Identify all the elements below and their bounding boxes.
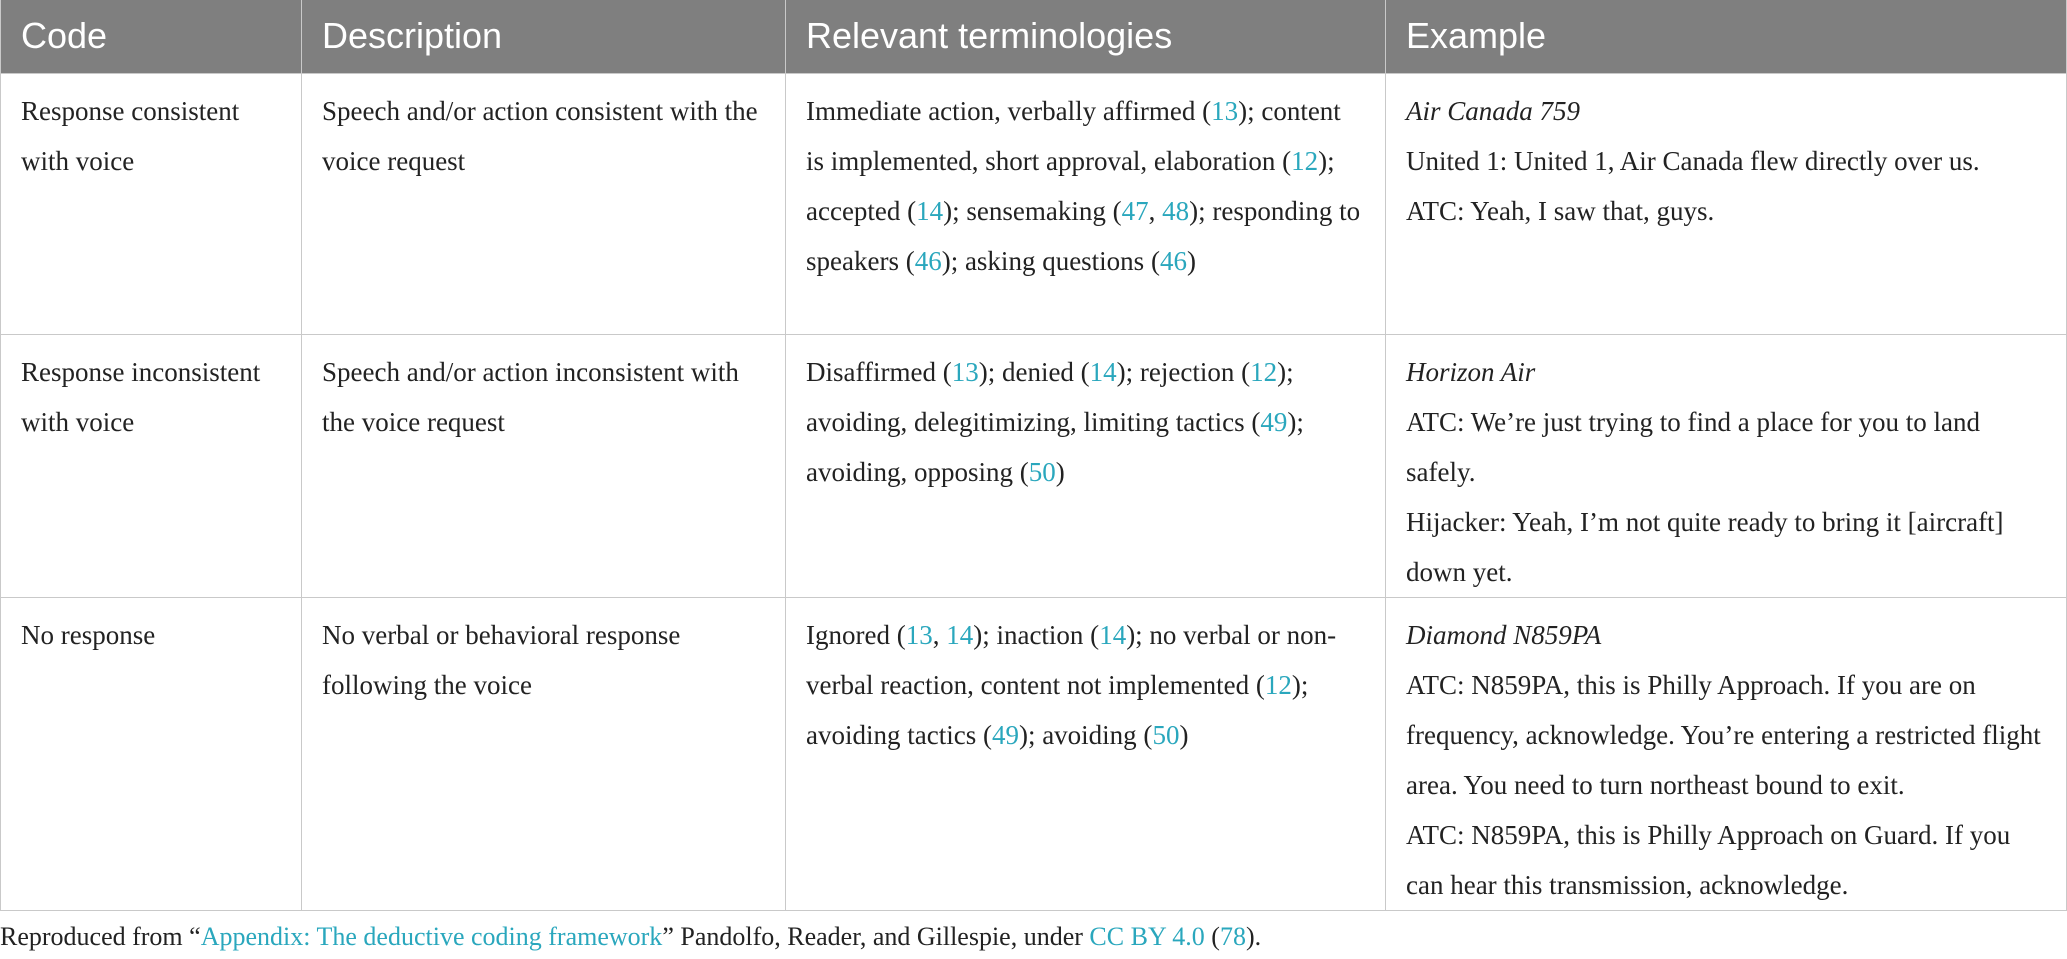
terminology-text: ); avoiding tactics ( bbox=[806, 669, 1309, 750]
citation-link[interactable]: 49 bbox=[1260, 406, 1288, 437]
terminology-text: Immediate action, verbally affirmed ( bbox=[806, 95, 1212, 126]
terminology-text: ) bbox=[1186, 245, 1196, 276]
terminology-text: ) bbox=[1179, 719, 1189, 750]
header-row bbox=[1, 0, 2067, 73]
header-code: Code bbox=[1, 0, 302, 73]
source-link[interactable]: Appendix: The deductive coding framework bbox=[200, 922, 663, 951]
example-line: ATC: We’re just trying to find a place for you to land safely. bbox=[1406, 406, 1980, 487]
table-row bbox=[1, 597, 2067, 910]
footnote-middle: ” Pandolfo, Reader, and Gillespie, under bbox=[662, 922, 1090, 951]
table-row bbox=[1, 73, 2067, 334]
citation-link[interactable]: 14 bbox=[1099, 619, 1127, 650]
citation-link[interactable]: 13 bbox=[951, 356, 979, 387]
source-footnote bbox=[0, 922, 1261, 952]
terminology-text: Disaffirmed ( bbox=[806, 356, 952, 387]
citation-link[interactable]: 46 bbox=[914, 245, 942, 276]
license-link[interactable]: CC BY 4.0 bbox=[1089, 922, 1205, 951]
terminology-text: ); no verbal or non-verbal reaction, content not implemented ( bbox=[806, 619, 1337, 700]
example-line: Hijacker: Yeah, I’m not quite ready to bring it [aircraft] down yet. bbox=[1406, 506, 2004, 587]
terminology-text: Ignored ( bbox=[806, 619, 906, 650]
terminology-text: ); rejection ( bbox=[1116, 356, 1251, 387]
citation-link[interactable]: 12 bbox=[1250, 356, 1278, 387]
citation-link[interactable]: 12 bbox=[1291, 145, 1319, 176]
description-cell: Speech and/or action consistent with the voice request bbox=[302, 73, 786, 334]
terminology-text: ) bbox=[1055, 456, 1065, 487]
example-title: Diamond N859PA bbox=[1406, 619, 1602, 650]
citation-link[interactable]: 13 bbox=[1211, 95, 1239, 126]
footnote-ref-close: ). bbox=[1245, 922, 1262, 951]
citation-link[interactable]: 49 bbox=[991, 719, 1019, 750]
citation-link[interactable]: 14 bbox=[946, 619, 974, 650]
header-terminologies: Relevant terminologies bbox=[786, 0, 1386, 73]
table-row bbox=[1, 334, 2067, 597]
footnote-prefix: Reproduced from “ bbox=[0, 922, 201, 951]
terminology-text: ); avoiding, opposing ( bbox=[806, 406, 1304, 487]
example-title: Air Canada 759 bbox=[1406, 95, 1581, 126]
example-cell bbox=[1386, 334, 2067, 597]
citation-link[interactable]: 14 bbox=[1089, 356, 1117, 387]
terminology-text: ); inaction ( bbox=[973, 619, 1100, 650]
citation-link[interactable]: 46 bbox=[1159, 245, 1187, 276]
example-line: ATC: Yeah, I saw that, guys. bbox=[1406, 195, 1715, 226]
code-cell: Response inconsistent with voice bbox=[1, 334, 302, 597]
terminology-text: ); avoiding, delegitimizing, limiting tactics ( bbox=[806, 356, 1294, 437]
header-example: Example bbox=[1386, 0, 2067, 73]
terminologies-cell bbox=[786, 597, 1386, 910]
terminology-text: ); responding to speakers ( bbox=[806, 195, 1361, 276]
citation-link[interactable]: 47 bbox=[1121, 195, 1149, 226]
citation-link[interactable]: 48 bbox=[1162, 195, 1190, 226]
citation-link[interactable]: 50 bbox=[1028, 456, 1056, 487]
code-cell: Response consistent with voice bbox=[1, 73, 302, 334]
footnote-ref-open: ( bbox=[1204, 922, 1220, 951]
example-line: United 1: United 1, Air Canada flew directly over us. bbox=[1406, 145, 1980, 176]
terminology-text: ); accepted ( bbox=[806, 145, 1335, 226]
terminology-text: , bbox=[1148, 195, 1163, 226]
code-cell: No response bbox=[1, 597, 302, 910]
example-line: ATC: N859PA, this is Philly Approach on Guard. If you can hear this transmission, acknowledge. bbox=[1406, 819, 2011, 900]
description-cell: Speech and/or action inconsistent with the voice request bbox=[302, 334, 786, 597]
terminology-text: ); asking questions ( bbox=[941, 245, 1160, 276]
terminology-text: ); content is implemented, short approval, elaboration ( bbox=[806, 95, 1341, 176]
citation-link[interactable]: 12 bbox=[1264, 669, 1292, 700]
example-cell bbox=[1386, 73, 2067, 334]
terminologies-cell bbox=[786, 334, 1386, 597]
header-description: Description bbox=[302, 0, 786, 73]
terminology-text: ); avoiding ( bbox=[1018, 719, 1153, 750]
citation-link[interactable]: 14 bbox=[916, 195, 944, 226]
terminologies-cell bbox=[786, 73, 1386, 334]
terminology-text: ); denied ( bbox=[978, 356, 1090, 387]
description-cell: No verbal or behavioral response following the voice bbox=[302, 597, 786, 910]
example-line: ATC: N859PA, this is Philly Approach. If you are on frequency, acknowledge. You’re entering a restricted flight area. You need to turn northeast bound to exit. bbox=[1406, 669, 2041, 800]
citation-link[interactable]: 50 bbox=[1152, 719, 1180, 750]
terminology-text: , bbox=[932, 619, 947, 650]
terminology-text: ); sensemaking ( bbox=[943, 195, 1122, 226]
citation-link[interactable]: 13 bbox=[905, 619, 933, 650]
example-title: Horizon Air bbox=[1406, 356, 1536, 387]
reference-link[interactable]: 78 bbox=[1219, 922, 1246, 951]
example-cell bbox=[1386, 597, 2067, 910]
